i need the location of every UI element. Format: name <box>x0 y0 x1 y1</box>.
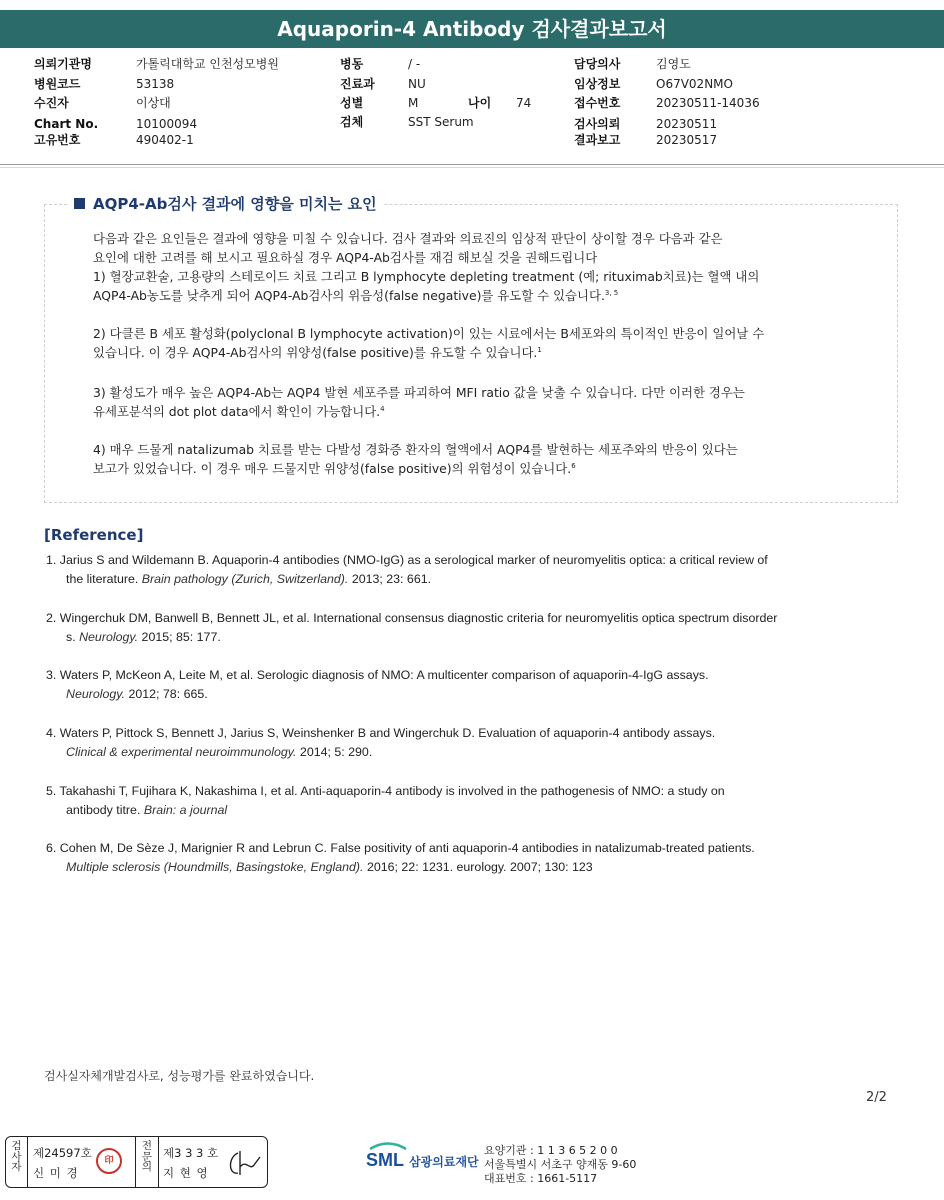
journal-name: Clinical & experimental neuroimmunology. <box>66 745 297 759</box>
text-line <box>46 685 926 704</box>
info-label: 접수번호 <box>574 96 621 110</box>
text-line: 4) 매우 드물게 natalizumab 치료를 받는 다발성 경화증 환자의 혈액에서 AQP4를 발현하는 세포주와의 반응이 있다는 <box>93 442 738 457</box>
text-line: 1) 혈장교환술, 고용량의 스테로이드 치료 그리고 B lymphocyte depleting treatment (예; rituximab치료)는 혈액 내의 <box>93 269 760 284</box>
text-line: 3. Waters P, McKeon A, Leite M, et al. Serologic diagnosis of NMO: A multicenter comparison of aquaporin-4-IgG assays. <box>46 668 709 682</box>
journal-name: Neurology. <box>79 630 139 644</box>
square-bullet-icon <box>74 198 85 209</box>
reference-title: [Reference] <box>44 526 144 544</box>
citation-superscript: 6 <box>571 462 576 470</box>
text-line <box>46 801 926 820</box>
info-label: 결과보고 <box>574 133 621 147</box>
text-line: 4. Waters P, Pittock S, Bennett J, Jarius S, Weinshenker B and Wingerchuk D. Evaluation of aquaporin-4 antibody assays. <box>46 726 716 740</box>
info-request-date <box>574 117 717 131</box>
text-line: 2) 다클른 B 세포 활성화(polyclonal B lymphocyte activation)이 있는 시료에서는 B세포와의 특이적인 반응이 일어날 수 <box>93 326 765 341</box>
journal-name: Brain: a journal <box>143 803 228 817</box>
text-run: the literature. <box>66 572 142 586</box>
info-label: Chart No. <box>34 117 99 131</box>
signature-icon <box>224 1147 264 1181</box>
text-run: 있습니다. 이 경우 AQP4-Ab검사의 위양성(false positive)를 유도할 수 있습니다. <box>93 345 538 360</box>
factors-item-4 <box>93 440 873 478</box>
info-value: 74 <box>516 96 532 110</box>
info-value: 10100094 <box>136 117 198 131</box>
text-run: antibody titre. <box>66 803 144 817</box>
report-title: Aquaporin-4 Antibody 검사결과보고서 <box>0 10 944 48</box>
info-label: 검사의뢰 <box>574 117 621 131</box>
journal-name: Brain pathology (Zurich, Switzerland). <box>141 572 349 586</box>
factors-item-2 <box>93 324 873 362</box>
vertical-label: 전문의 <box>141 1140 153 1173</box>
info-sex <box>340 96 531 110</box>
reference-item <box>46 839 926 877</box>
factors-item-3 <box>93 383 873 421</box>
info-value: NU <box>408 77 426 91</box>
org-code: 요양기관 : 1 1 3 6 5 2 0 0 <box>484 1144 618 1157</box>
info-value: 20230517 <box>656 133 718 147</box>
text-run: 2013; 23: 661. <box>348 572 432 586</box>
citation-superscript: 4 <box>380 405 385 413</box>
validation-note: 검사실자체개발검사로, 성능평가를 완료하였습니다. <box>44 1069 315 1083</box>
citation-superscript: 1 <box>537 346 542 354</box>
org-address: 서울특별시 서초구 양재동 9-60 <box>484 1158 637 1171</box>
org-info <box>484 1144 636 1186</box>
sml-logo <box>366 1142 479 1171</box>
text-line <box>93 286 873 305</box>
reference-item <box>46 609 926 647</box>
seal-icon: 印 <box>96 1148 122 1174</box>
tester-name: 신 미 경 <box>33 1166 79 1180</box>
info-value: 490402-1 <box>136 133 194 147</box>
info-patient <box>34 96 171 110</box>
reference-item <box>46 782 926 820</box>
info-unique-no <box>34 133 194 147</box>
info-label: 의뢰기관명 <box>34 57 92 71</box>
info-referrer <box>34 57 279 71</box>
text-run: 보고가 있었습니다. 이 경우 매우 드물지만 위양성(false positive)의 위험성이 있습니다. <box>93 461 572 476</box>
factors-title-text: AQP4-Ab검사 결과에 영향을 미치는 요인 <box>93 195 377 213</box>
info-label: 수진자 <box>34 96 69 110</box>
info-label: 담당의사 <box>574 57 621 71</box>
citation-superscript: 3, 5 <box>604 289 619 297</box>
info-value: 20230511-14036 <box>656 96 760 110</box>
text-line: 2. Wingerchuk DM, Banwell B, Bennett JL, et al. International consensus diagnostic criteria for neuromyelitis optica spectrum disorder <box>46 611 778 625</box>
reviewer-name: 지 현 영 <box>163 1166 209 1180</box>
info-label: 나이 <box>468 96 492 110</box>
text-run: 2016; 22: 1231. eurology. 2007; 130: 123 <box>363 860 593 874</box>
text-line: 5. Takahashi T, Fujihara K, Nakashima I, et al. Anti-aquaporin-4 antibody is involved in the pathogenesis of NMO: a study on <box>46 784 725 798</box>
tester-license: 제24597호 <box>33 1146 92 1160</box>
info-clinical <box>574 77 733 91</box>
text-run: 유세포분석의 dot plot data에서 확인이 가능합니다. <box>93 404 381 419</box>
info-chart-no <box>34 117 197 131</box>
info-value: O67V02NMO <box>656 77 733 91</box>
info-label: 성별 <box>340 96 364 110</box>
text-line <box>93 343 873 362</box>
info-value: SST Serum <box>408 115 474 129</box>
page-number: 2/2 <box>866 1090 887 1105</box>
info-value: M <box>408 96 419 110</box>
reviewer-label <box>135 1137 159 1187</box>
text-line <box>46 743 926 762</box>
logo-text: SML <box>366 1150 404 1170</box>
info-label: 진료과 <box>340 77 375 91</box>
vertical-label: 검사자 <box>11 1140 22 1173</box>
info-value: 53138 <box>136 77 175 91</box>
info-label: 병동 <box>340 57 364 71</box>
text-line: 다음과 같은 요인들은 결과에 영향을 미칠 수 있습니다. 검사 결과와 의료진의 임상적 판단이 상이할 경우 다음과 같은 <box>93 231 723 246</box>
signature-box <box>5 1136 268 1188</box>
reviewer-license: 제3 3 3 호 <box>163 1146 219 1160</box>
info-report-date <box>574 133 717 147</box>
reference-item <box>46 666 926 704</box>
text-run: 2014; 5: 290. <box>296 745 373 759</box>
text-line: 3) 활성도가 매우 높은 AQP4-Ab는 AQP4 발현 세포주를 파괴하여 MFI ratio 값을 낮출 수 있습니다. 다만 이러한 경우는 <box>93 385 745 400</box>
text-line <box>46 858 926 877</box>
info-label: 검체 <box>340 115 364 129</box>
journal-name: Neurology. <box>66 687 126 701</box>
info-label: 임상정보 <box>574 77 621 91</box>
info-value: 가톨릭대학교 인천성모병원 <box>136 57 279 71</box>
info-value: 20230511 <box>656 117 718 131</box>
header-divider <box>0 164 944 165</box>
text-line <box>93 402 873 421</box>
info-hospital-code <box>34 77 174 91</box>
info-value: 김영도 <box>656 57 691 71</box>
info-value: / - <box>408 57 421 71</box>
text-line: 1. Jarius S and Wildemann B. Aquaporin-4 antibodies (NMO-IgG) as a serological marker of neuromyelitis optica: a critical review of <box>46 553 768 567</box>
text-line: 요인에 대한 고려를 해 보시고 필요하실 경우 AQP4-Ab검사를 재검 해보실 것을 권해드립니다 <box>93 250 598 265</box>
text-line <box>46 628 926 647</box>
logo-arc-icon <box>368 1142 408 1150</box>
info-specimen <box>340 115 474 129</box>
text-run: 2012; 78: 665. <box>125 687 208 701</box>
text-line <box>93 459 873 478</box>
info-label: 병원코드 <box>34 77 81 91</box>
info-accession <box>574 96 760 110</box>
org-phone: 대표번호 : 1661-5117 <box>484 1172 598 1185</box>
reference-item <box>46 551 926 589</box>
text-line: 6. Cohen M, De Sèze J, Marignier R and Lebrun C. False positivity of anti aquaporin-4 antibodies in natalizumab-treated patients. <box>46 841 755 855</box>
info-ward <box>340 57 420 71</box>
factors-intro <box>93 229 873 305</box>
org-name: 삼광의료재단 <box>409 1155 479 1169</box>
info-doctor <box>574 57 691 71</box>
journal-name: Multiple sclerosis (Houndmills, Basingstoke, England). <box>66 860 364 874</box>
info-label: 고유번호 <box>34 133 81 147</box>
info-department <box>340 77 426 91</box>
reference-item <box>46 724 926 762</box>
header-divider <box>0 167 944 168</box>
text-run: AQP4-Ab농도를 낮추게 되어 AQP4-Ab검사의 위음성(false negative)를 유도할 수 있습니다. <box>93 288 605 303</box>
text-line <box>46 570 926 589</box>
info-value: 이상대 <box>136 96 171 110</box>
text-run: 2015; 85: 177. <box>138 630 221 644</box>
factors-title <box>68 194 383 214</box>
text-run: s. <box>66 630 80 644</box>
tester-label <box>6 1137 28 1187</box>
